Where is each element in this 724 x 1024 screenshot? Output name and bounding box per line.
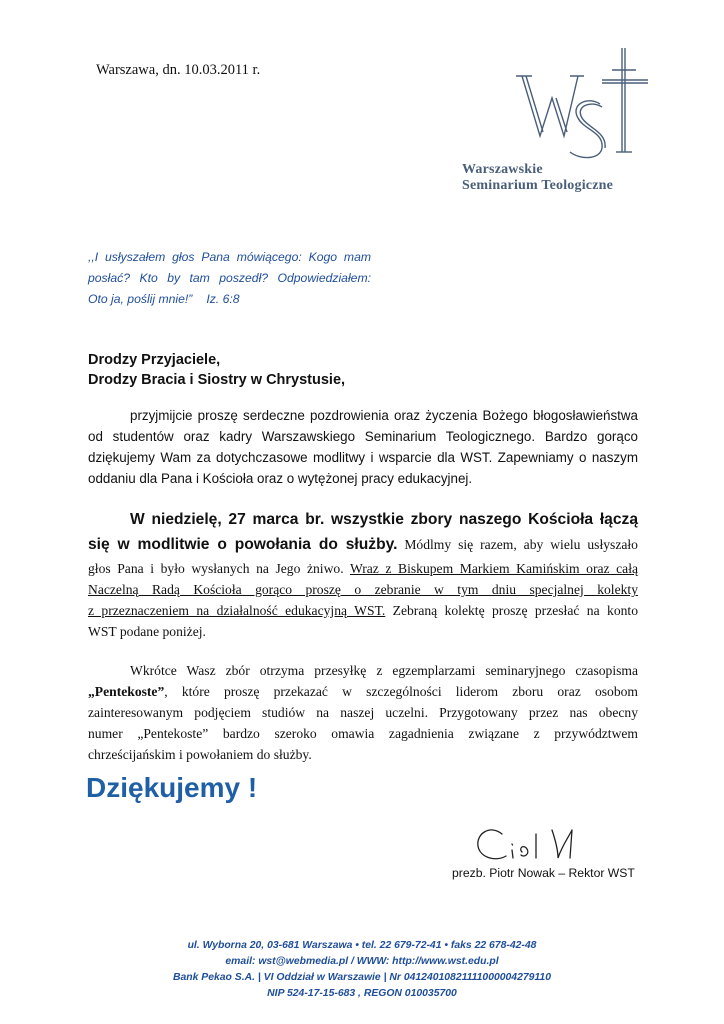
paragraph-line: [88, 532, 638, 558]
footer-contact: [88, 938, 636, 1002]
thanks-heading: Dziękujemy !: [86, 772, 258, 803]
paragraph-line: numer „Pentekoste” bardzo szeroko omawia zagadnienia związane z przywództwem: [88, 726, 638, 741]
greeting-line: Drodzy Bracia i Siostry w Chrystusie,: [88, 372, 346, 388]
bible-quote: [88, 247, 371, 310]
wst-cross-logo-icon: [452, 40, 682, 160]
paragraph-line: [88, 600, 638, 621]
paragraph-line: zainteresowanym podjęciem studiów na naszej uczelni. Przygotowany przez nas obecny: [88, 705, 638, 720]
quote-line: ,,I usłyszałem głos Pana mówiącego: Kogo mam: [88, 250, 371, 264]
paragraph-line-bold: W niedzielę, 27 marca br. wszystkie zbory naszego Kościoła łączą: [130, 511, 638, 528]
footer-bank: Bank Pekao S.A. | VI Oddział w Warszawie | Nr 04124010821111000004279110: [173, 972, 551, 983]
handwritten-signature-icon: [472, 820, 602, 870]
signatory-name: prezb. Piotr Nowak – Rektor WST: [452, 866, 635, 880]
letter-date: Warszawa, dn. 10.03.2011 r.: [96, 62, 261, 78]
footer-web: email: wst@webmedia.pl / WWW: http://www.wst.edu.pl: [225, 956, 499, 967]
body-text: Módlmy się razem, aby wielu usłyszało: [404, 537, 638, 552]
body-text: głos Pana i było wysłanych na Jego żniwo.: [88, 561, 344, 576]
paragraph-line: [88, 681, 638, 702]
logo-text-line2: Seminarium Teologiczne: [462, 178, 614, 193]
underlined-text: Wraz z Biskupem Markiem Kamińskim oraz całą: [349, 561, 639, 576]
greeting-line: Drodzy Przyjaciele,: [88, 352, 221, 368]
paragraph-prayer-sunday: [88, 508, 638, 642]
quote-line: posłać? Kto by tam poszedł? Odpowiedziałem:: [88, 271, 371, 285]
paragraph-line: WST podane poniżej.: [88, 624, 206, 639]
paragraph-line: od studentów oraz kadry Warszawskiego Seminarium Teologicznego. Bardzo gorąco: [88, 429, 638, 444]
magazine-title: „Pentekoste”: [88, 684, 165, 699]
quote-reference: Iz. 6:8: [206, 292, 240, 306]
paragraph-line: przyjmijcie proszę serdeczne pozdrowienia oraz życzenia Bożego błogosławieństwa: [130, 408, 638, 423]
footer-address: ul. Wyborna 20, 03-681 Warszawa • tel. 22 679-72-41 • faks 22 678-42-48: [187, 940, 537, 951]
paragraph-line: chrześcijańskim i powołaniem do służby.: [88, 747, 312, 762]
body-text: , które proszę przekazać w szczególności liderom zboru oraz osobom: [164, 684, 638, 699]
paragraph-line: Wkrótce Wasz zbór otrzyma przesyłkę z egzemplarzami seminaryjnego czasopisma: [130, 663, 638, 678]
quote-line-last: [88, 289, 371, 310]
bold-text: się w modlitwie o powołania do służby.: [88, 536, 398, 553]
paragraph-greetings: [88, 405, 638, 489]
body-text: Zebraną kolektę proszę przesłać na konto: [392, 603, 638, 618]
footer-ids: NIP 524-17-15-683 , REGON 010035700: [267, 988, 457, 999]
paragraph-line-underlined: Naczelną Radą Kościoła gorąco proszę o zebranie w tym dniu specjalnej kolekty: [88, 582, 638, 597]
quote-text: Oto ja, poślij mnie!”: [88, 292, 193, 306]
paragraph-line: [88, 558, 638, 579]
wst-logo: [452, 40, 682, 200]
logo-text-line1: Warszawskie: [462, 162, 543, 177]
underlined-text: z przeznaczeniem na działalność edukacyjną WST.: [88, 603, 386, 618]
paragraph-line: dziękujemy Wam za dotychczasowe modlitwy i wsparcie dla WST. Zapewniamy o naszym: [88, 450, 638, 465]
paragraph-line: oddaniu dla Pana i Kościoła oraz o wytężonej pracy edukacyjnej.: [88, 471, 473, 486]
paragraph-pentekoste: [88, 660, 638, 765]
greeting: [88, 350, 345, 390]
